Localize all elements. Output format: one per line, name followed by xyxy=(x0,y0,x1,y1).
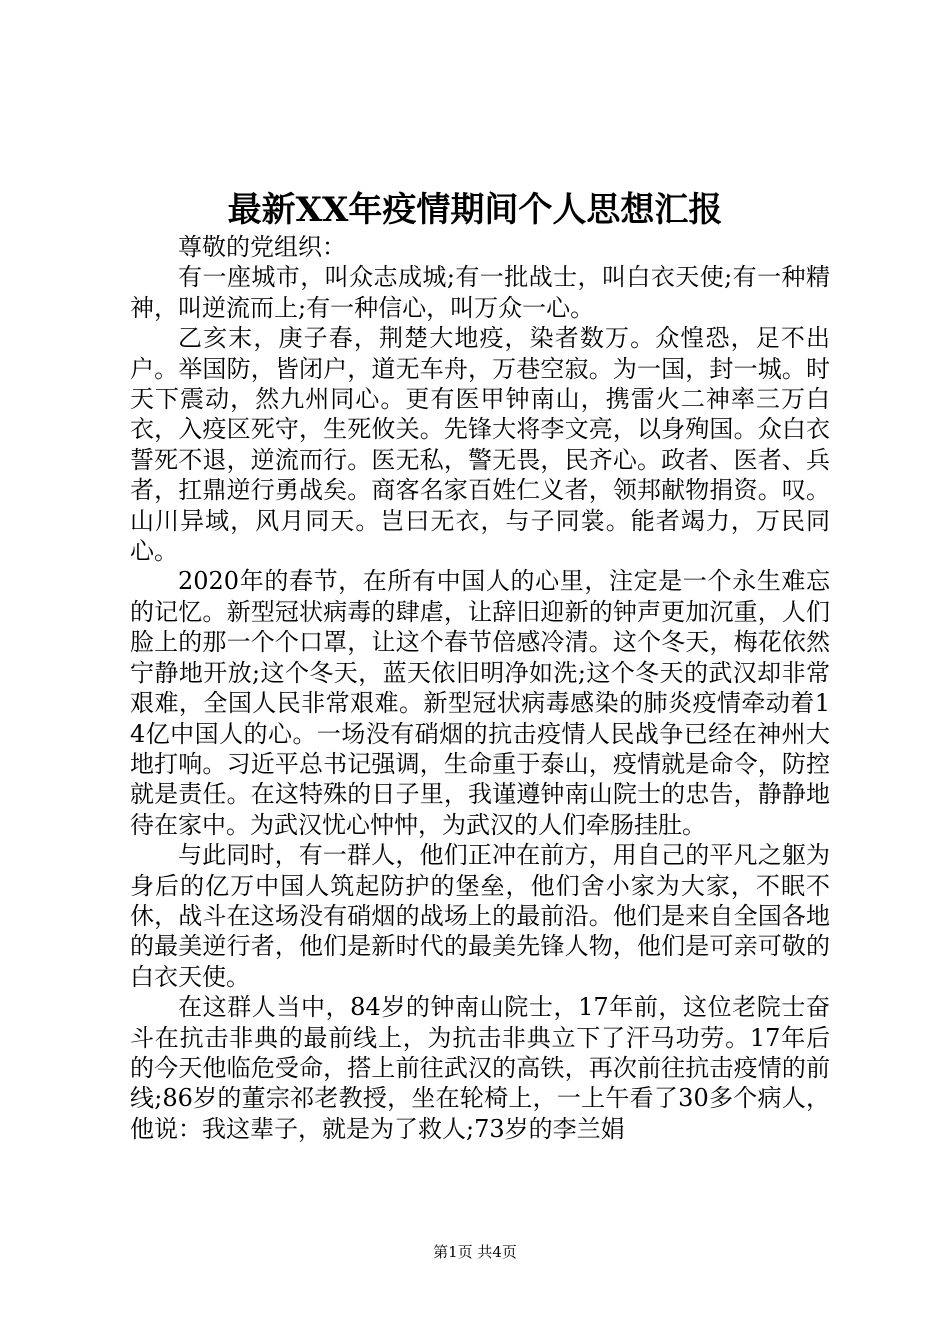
salutation: 尊敬的党组织： xyxy=(178,233,346,261)
page-number-footer: 第1页 共4页 xyxy=(433,1243,517,1261)
document-body xyxy=(130,232,830,1144)
paragraph: 2020年的春节，在所有中国人的心里，注定是一个永生难忘的记忆。新型冠状病毒的肆虐，让辞旧迎新的钟声更加沉重，人们脸上的那一个个口罩，让这个春节倍感冷清。这个冬天，梅花依然宁静地开放;这个冬天，蓝天依旧明净如洗;这个冬天的武汉却非常艰难，全国人民非常艰难。新型冠状病毒感染的肺炎疫情牵动着14亿中国人的心。一场没有硝烟的抗击疫情人民战争已经在神州大地打响。习近平总书记强调，生命重于泰山，疫情就是命令，防控就是责任。在这特殊的日子里，我谨遵钟南山院士的忠告，静静地待在家中。为武汉忧心忡忡，为武汉的人们牵肠挂肚。 xyxy=(130,567,830,839)
paragraph: 有一座城市，叫众志成城;有一批战士，叫白衣天使;有一种精神，叫逆流而上;有一种信心，叫万众一心。 xyxy=(130,263,830,322)
paragraph: 乙亥末，庚子春，荆楚大地疫，染者数万。众惶恐，足不出户。举国防，皆闭户，道无车舟，万巷空寂。为一国，封一城。时天下震动，然九州同心。更有医甲钟南山，携雷火二神率三万白衣，入疫区死守，生死攸关。先锋大将李文亮，以身殉国。众白衣誓死不退，逆流而行。医无私，警无畏，民齐心。政者、医者、兵者，扛鼎逆行勇战矣。商客名家百姓仁义者，领邦献物捐资。叹。山川异域，风月同天。岂曰无衣，与子同裳。能者竭力，万民同心。 xyxy=(130,324,830,566)
document-title: 最新XX年疫情期间个人思想汇报 xyxy=(227,190,723,230)
paragraph: 在这群人当中，84岁的钟南山院士，17年前，这位老院士奋斗在抗击非典的最前线上，为抗击非典立下了汗马功劳。17年后的今天他临危受命，搭上前往武汉的高铁，再次前往抗击疫情的前线;86岁的董宗祁老教授，坐在轮椅上，一上午看了30多个病人，他说：我这辈子，就是为了救人;73岁的李兰娟 xyxy=(130,993,830,1143)
paragraph: 与此同时，有一群人，他们正冲在前方，用自己的平凡之躯为身后的亿万中国人筑起防护的堡垒，他们舍小家为大家，不眠不休，战斗在这场没有硝烟的战场上的最前沿。他们是来自全国各地的最美逆行者，他们是新时代的最美先锋人物，他们是可亲可敬的白衣天使。 xyxy=(130,841,830,991)
